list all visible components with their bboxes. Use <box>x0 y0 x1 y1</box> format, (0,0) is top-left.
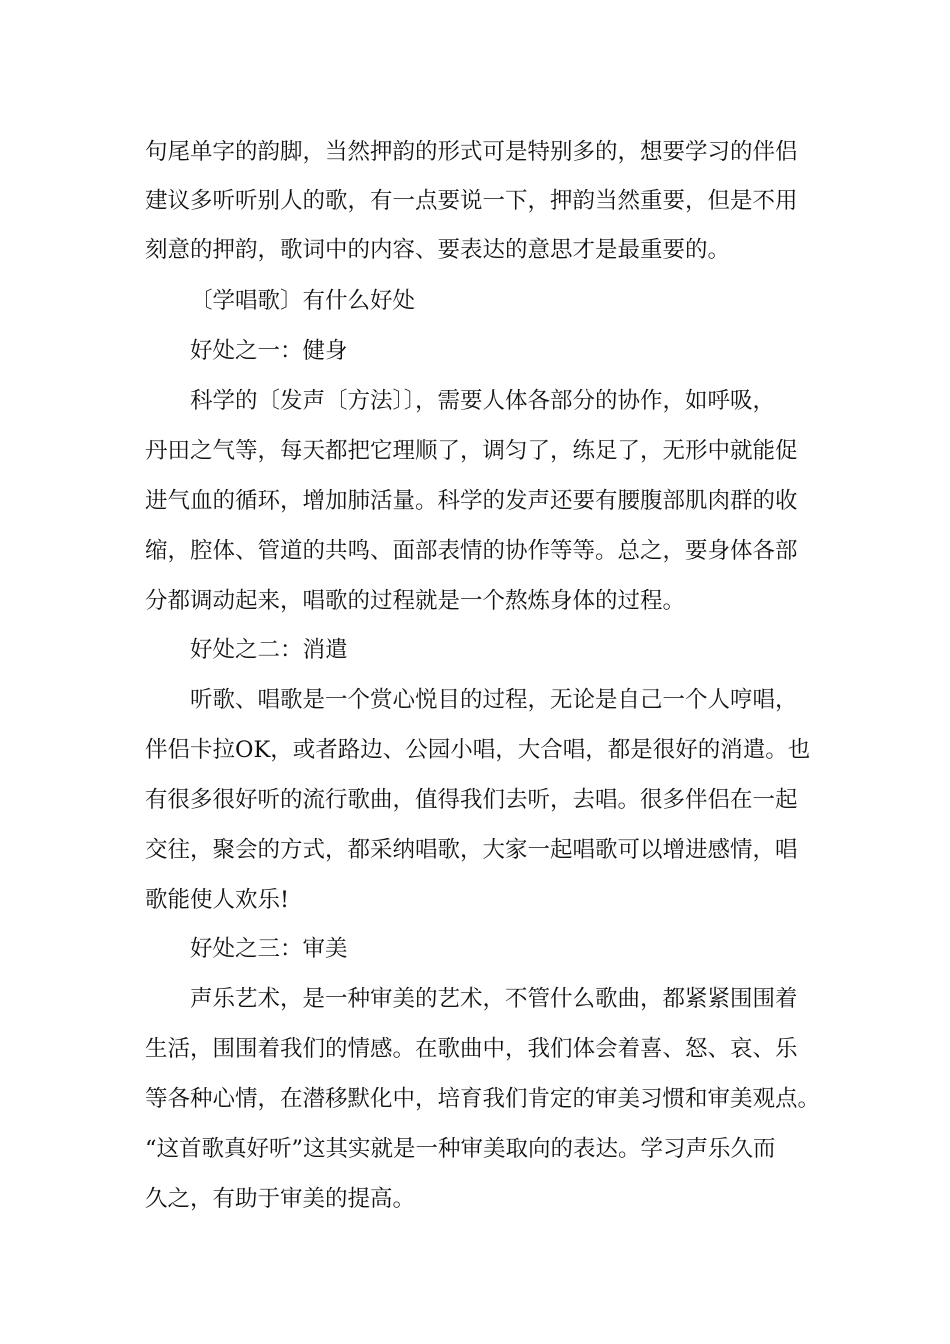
text-line: 建议多听听别人的歌，有一点要说一下，押韵当然重要，但是不用 <box>145 188 798 214</box>
section-heading: 〔学唱歌〕有什么好处 <box>190 288 416 314</box>
text-line: 科学的〔发声〔方法〕〕，需要人体各部分的协作，如呼吸， <box>190 388 776 414</box>
text-line: 刻意的押韵，歌词中的内容、要表达的意思才是最重要的。 <box>145 237 731 263</box>
text-line: 交往，聚会的方式，都采纳唱歌，大家一起唱歌可以增进感情，唱 <box>145 837 798 863</box>
text-line: “这首歌真好听”这其实就是一种审美取向的表达。学习声乐久而 <box>145 1136 776 1162</box>
text-line: 伴侣卡拉OK，或者路边、公园小唱，大合唱，都是很好的消遣。也 <box>145 737 811 763</box>
text-line: 进气血的循环，增加肺活量。科学的发声还要有腰腹部肌肉群的收 <box>145 488 798 514</box>
text-line: 生活，围围着我们的情感。在歌曲中，我们体会着喜、怒、哀、乐 <box>145 1036 798 1062</box>
text-line: 句尾单字的韵脚，当然押韵的形式可是特别多的，想要学习的伴侣 <box>145 139 798 165</box>
text-line: 歌能使人欢乐! <box>145 887 290 913</box>
subsection-heading: 好处之三：审美 <box>190 936 348 962</box>
text-line: 等各种心情，在潜移默化中，培育我们肯定的审美习惯和审美观点。 <box>145 1086 821 1112</box>
text-line: 声乐艺术，是一种审美的艺术，不管什么歌曲，都紧紧围围着 <box>190 986 798 1012</box>
text-line: 听歌、唱歌是一个赏心悦目的过程，无论是自己一个人哼唱， <box>190 687 798 713</box>
text-line: 分都调动起来，唱歌的过程就是一个熬炼身体的过程。 <box>145 588 686 614</box>
subsection-heading: 好处之一：健身 <box>190 338 348 364</box>
text-line: 久之，有助于审美的提高。 <box>145 1186 416 1212</box>
text-line: 缩，腔体、管道的共鸣、面部表情的协作等等。总之，要身体各部 <box>145 538 798 564</box>
subsection-heading: 好处之二：消遣 <box>190 637 348 663</box>
text-line: 丹田之气等，每天都把它理顺了，调匀了，练足了，无形中就能促 <box>145 438 798 464</box>
text-line: 有很多很好听的流行歌曲，值得我们去听，去唱。很多伴侣在一起 <box>145 787 798 813</box>
